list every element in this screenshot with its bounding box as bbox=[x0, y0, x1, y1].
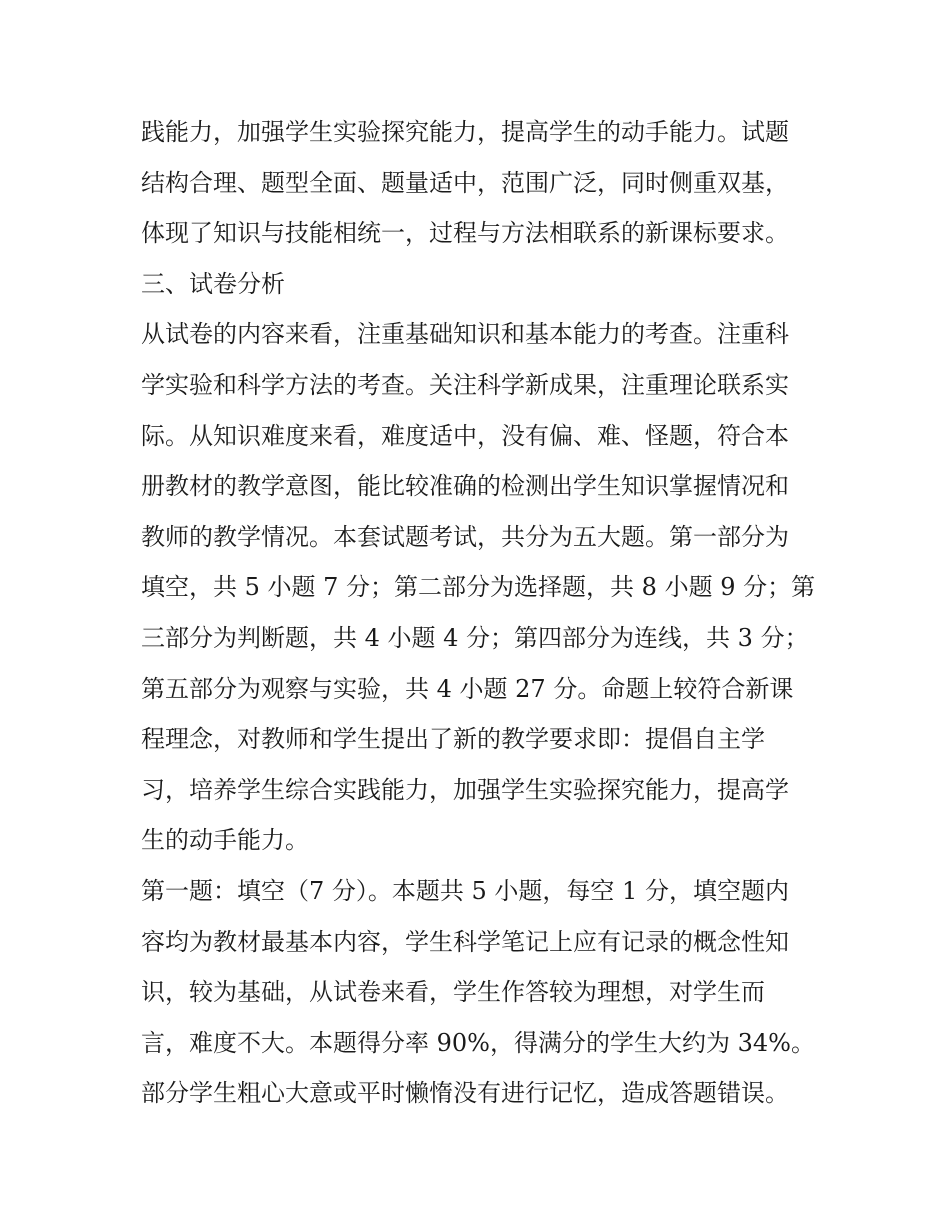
text-line: 结构合理、题型全面、题量适中，范围广泛，同时侧重双基， bbox=[141, 168, 789, 197]
text-line: 践能力，加强学生实验探究能力，提高学生的动手能力。试题 bbox=[141, 118, 789, 146]
paragraph-continuation bbox=[141, 107, 821, 259]
text-line: 识，较为基础，从试卷来看，学生作答较为理想，对学生而 bbox=[141, 978, 765, 1007]
paragraph-analysis bbox=[141, 309, 821, 866]
text-line: 第五部分为观察与实验，共 4 小题 27 分。命题上较符合新课 bbox=[141, 674, 794, 703]
paragraph-question-one bbox=[141, 866, 821, 1119]
text-line: 学实验和科学方法的考查。关注科学新成果，注重理论联系实 bbox=[141, 370, 789, 399]
text-line: 册教材的教学意图，能比较准确的检测出学生知识掌握情况和 bbox=[141, 472, 789, 501]
section-heading bbox=[141, 259, 821, 310]
text-line: 体现了知识与技能相统一，过程与方法相联系的新课标要求。 bbox=[141, 219, 789, 248]
text-line: 部分学生粗心大意或平时懒惰没有进行记忆，造成答题错误。 bbox=[141, 1079, 789, 1108]
heading-text: 三、试卷分析 bbox=[141, 269, 285, 298]
text-line: 习，培养学生综合实践能力，加强学生实验探究能力，提高学 bbox=[141, 775, 789, 804]
text-line: 填空，共 5 小题 7 分；第二部分为选择题，共 8 小题 9 分；第 bbox=[141, 573, 816, 602]
text-line: 容均为教材最基本内容，学生科学笔记上应有记录的概念性知 bbox=[141, 927, 789, 956]
text-line: 生的动手能力。 bbox=[141, 826, 309, 855]
document-body bbox=[141, 107, 821, 1119]
text-line: 第一题：填空（7 分）。本题共 5 小题，每空 1 分，填空题内 bbox=[141, 876, 789, 905]
text-line: 际。从知识难度来看，难度适中，没有偏、难、怪题，符合本 bbox=[141, 421, 789, 450]
text-line: 言，难度不大。本题得分率 90%，得满分的学生大约为 34%。 bbox=[141, 1028, 815, 1057]
text-line: 教师的教学情况。本套试题考试，共分为五大题。第一部分为 bbox=[141, 522, 789, 551]
text-line: 从试卷的内容来看，注重基础知识和基本能力的考查。注重科 bbox=[141, 320, 789, 349]
text-line: 三部分为判断题，共 4 小题 4 分；第四部分为连线，共 3 分； bbox=[141, 623, 809, 652]
text-line: 程理念，对教师和学生提出了新的教学要求即：提倡自主学 bbox=[141, 725, 765, 754]
